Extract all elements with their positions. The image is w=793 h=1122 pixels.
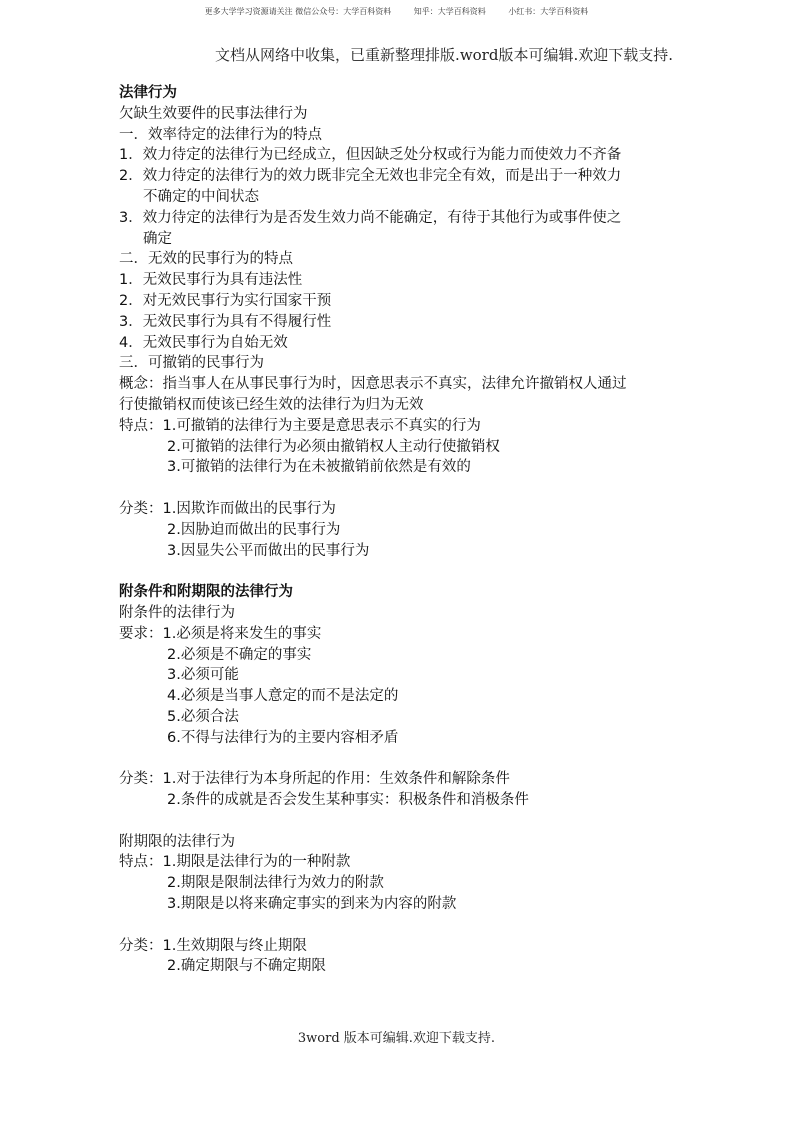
banner-wechat: 更多大学学习资源请关注 微信公众号：大学百科资料 bbox=[204, 7, 392, 16]
list-item: 2．效力待定的法律行为的效力既非完全无效也非完全有效，而是出于一种效力 bbox=[119, 168, 622, 185]
document-note: 文档从网络中收集，已重新整理排版.word版本可编辑.欢迎下载支持. bbox=[215, 46, 673, 64]
subsection-heading: 附期限的法律行为 bbox=[119, 833, 235, 850]
list-item: 6.不得与法律行为的主要内容相矛盾 bbox=[167, 729, 399, 746]
list-item: 分类：1.对于法律行为本身所起的作用：生效条件和解除条件 bbox=[119, 771, 510, 788]
section-heading: 附条件和附期限的法律行为 bbox=[119, 584, 293, 601]
spacer bbox=[119, 811, 679, 832]
spacer bbox=[119, 749, 679, 770]
banner-zhihu: 知乎：大学百科资料 bbox=[413, 7, 486, 16]
subsection-heading: 附条件的法律行为 bbox=[119, 604, 235, 621]
list-item: 1．无效民事行为具有违法性 bbox=[119, 272, 303, 289]
list-item: 特点：1.可撤销的法律行为主要是意思表示不真实的行为 bbox=[119, 417, 481, 434]
banner-xiaohongshu: 小红书：大学百科资料 bbox=[508, 7, 589, 16]
list-item: 要求：1.必须是将来发生的事实 bbox=[119, 625, 322, 642]
part-heading: 一．效率待定的法律行为的特点 bbox=[119, 126, 322, 143]
document-body bbox=[119, 83, 679, 977]
list-item: 2.条件的成就是否会发生某种事实：积极条件和消极条件 bbox=[167, 792, 529, 809]
list-item: 分类：1.因欺诈而做出的民事行为 bbox=[119, 500, 336, 517]
list-item: 1．效力待定的法律行为已经成立，但因缺乏处分权或行为能力而使效力不齐备 bbox=[119, 147, 622, 164]
list-item: 2.可撤销的法律行为必须由撤销权人主动行使撤销权 bbox=[167, 438, 500, 455]
list-item: 4．无效民事行为自始无效 bbox=[119, 334, 288, 351]
list-item: 3.可撤销的法律行为在未被撤销前依然是有效的 bbox=[167, 459, 471, 476]
list-item: 特点：1.期限是法律行为的一种附款 bbox=[119, 854, 351, 871]
list-item: 3.必须可能 bbox=[167, 667, 239, 684]
list-item: 4.必须是当事人意定的而不是法定的 bbox=[167, 688, 399, 705]
list-item: 2.必须是不确定的事实 bbox=[167, 646, 312, 663]
list-item: 2．对无效民事行为实行国家干预 bbox=[119, 292, 332, 309]
list-item: 分类：1.生效期限与终止期限 bbox=[119, 937, 307, 954]
spacer bbox=[119, 478, 679, 499]
list-item: 2.期限是限制法律行为效力的附款 bbox=[167, 875, 384, 892]
paragraph-line: 概念：指当事人在从事民事行为时，因意思表示不真实，法律允许撤销权人通过 bbox=[119, 376, 627, 393]
spacer bbox=[119, 561, 679, 582]
subsection-heading: 欠缺生效要件的民事法律行为 bbox=[119, 105, 308, 122]
list-item: 5.必须合法 bbox=[167, 708, 239, 725]
part-heading: 二．无效的民事行为的特点 bbox=[119, 251, 293, 268]
page-footer: 3word 版本可编辑.欢迎下载支持. bbox=[297, 1031, 496, 1046]
spacer bbox=[119, 915, 679, 936]
paragraph-line: 行使撤销权而使该已经生效的法律行为归为无效 bbox=[119, 396, 424, 413]
section-heading: 法律行为 bbox=[119, 85, 177, 101]
list-item: 3．无效民事行为具有不得履行性 bbox=[119, 313, 332, 330]
list-item-continuation: 不确定的中间状态 bbox=[143, 188, 259, 205]
list-item: 3.期限是以将来确定事实的到来为内容的附款 bbox=[167, 896, 457, 913]
part-heading: 三．可撤销的民事行为 bbox=[119, 355, 264, 372]
list-item: 3.因显失公平而做出的民事行为 bbox=[167, 542, 370, 559]
list-item: 2.因胁迫而做出的民事行为 bbox=[167, 521, 341, 538]
top-banner bbox=[0, 6, 793, 17]
list-item: 2.确定期限与不确定期限 bbox=[167, 958, 326, 975]
list-item-continuation: 确定 bbox=[143, 230, 172, 247]
list-item: 3．效力待定的法律行为是否发生效力尚不能确定，有待于其他行为或事件使之 bbox=[119, 209, 622, 226]
